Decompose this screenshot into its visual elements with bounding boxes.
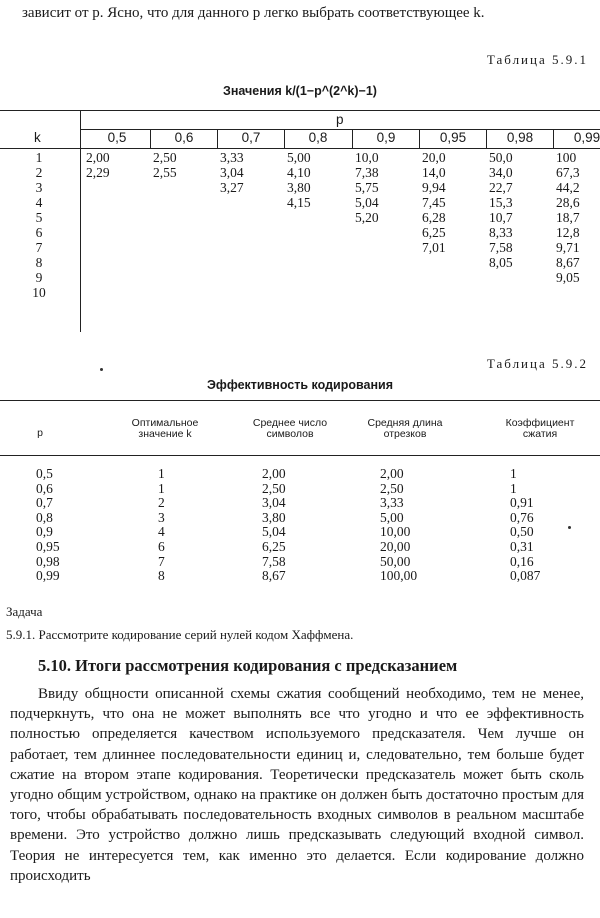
- table1-k-value: 6: [35, 225, 43, 240]
- table1-cell: 22,7: [489, 180, 513, 195]
- table2-cell: 7,58: [262, 553, 286, 569]
- table2-cell: 50,00: [380, 553, 411, 569]
- table2-cell: 6: [158, 539, 165, 554]
- table2-cell: 1: [158, 480, 165, 496]
- table1-cell: 5,04: [355, 195, 379, 210]
- table1-k-value: 2: [35, 165, 43, 180]
- table1-cell: 6,28: [422, 210, 446, 225]
- table2-cell: 0,98: [36, 553, 60, 569]
- table1-p-col-header: 0,98: [506, 130, 534, 145]
- table2-cell: 3: [158, 509, 165, 525]
- table2-col-header: Коэффициент сжатия: [505, 417, 575, 440]
- table1-k-value: 1: [35, 150, 43, 165]
- table2-cell: 1: [510, 480, 517, 496]
- table1-cell: 8,33: [489, 225, 513, 240]
- table2-title: Эффективность кодирования: [206, 378, 393, 392]
- table1-cell: 7,01: [422, 240, 446, 255]
- table1-header-rule: [0, 148, 600, 149]
- table2-cell: 1: [510, 466, 517, 481]
- table2-cell: 2,50: [262, 480, 286, 496]
- table2-cell: 5,00: [380, 509, 404, 525]
- table1-cell: 5,20: [355, 210, 379, 225]
- table1-cell: 28,6: [556, 195, 580, 210]
- table2-cell: 0,6: [36, 480, 53, 496]
- print-speck: [100, 368, 103, 371]
- table1-cell: 2,29: [86, 165, 110, 180]
- table1-k-value: 3: [35, 180, 43, 195]
- table1-caption: Таблица 5.9.1: [486, 52, 588, 67]
- table1-cell: 8,67: [556, 255, 580, 270]
- table2-cell: 3,80: [262, 509, 286, 525]
- table1-cell: 15,3: [489, 195, 513, 210]
- table2: [0, 400, 600, 590]
- table2-cell: 0,31: [510, 539, 534, 554]
- table1-top-rule: [0, 110, 600, 111]
- table1-cell: 5,00: [287, 150, 311, 165]
- table2-cell: 8,67: [262, 568, 286, 584]
- table2-cell: 0,8: [36, 509, 53, 525]
- table2-cell: 2: [158, 495, 165, 511]
- intro-text: зависит от p. Ясно, что для данного p легко выбрать соответствующее k.: [22, 5, 485, 21]
- table1-p-col-header: 0,99: [573, 130, 600, 145]
- table1-cell: 44,2: [556, 180, 580, 195]
- table1-cell: 14,0: [422, 165, 446, 180]
- table2-cell: 0,99: [36, 568, 60, 584]
- table1-cell: 67,3: [556, 165, 580, 180]
- table1-k-value: 8: [35, 255, 43, 270]
- table2-cell: 8: [158, 568, 165, 584]
- table2-cell: 1: [158, 466, 165, 481]
- table1-cell: 3,04: [220, 165, 244, 180]
- task-text: 5.9.1. Рассмотрите кодирование серий нулей кодом Хаффмена.: [6, 627, 354, 642]
- table2-cell: 2,00: [262, 466, 286, 481]
- table1-cell: 2,50: [153, 150, 177, 165]
- table1-k-value: 4: [35, 195, 43, 210]
- table1-k-divider: [80, 110, 81, 332]
- table1-cell: 6,25: [422, 225, 446, 240]
- body-paragraph: Ввиду общности описанной схемы сжатия сообщений необходимо, тем не менее, подчеркнуть, что она не может выполнять все что угодно и что ее эффективность полностью определяется качеством используемого предсказателя. Чем лучше он работает, тем длиннее последовательности единиц и, следовательно, тем больше будет сжатие на втором этапе кодирования. Теоретически предсказатель может быть сколь угодно общим устройством, однако на практике он должен быть достаточно простым для того, чтобы обрабатывать последовательность входных символов в реальном масштабе времени. Это устройство должно лишь предсказывать следующий входной символ. Теория не интересуется тем, как именно это делается. Если кодирование должно происходить: [10, 686, 584, 884]
- table1-cell: 100: [556, 150, 577, 165]
- table2-col-header: Среднее число символов: [252, 417, 328, 440]
- table1-cell: 18,7: [556, 210, 580, 225]
- table2-cell: 10,00: [380, 524, 411, 540]
- table2-top-rule: [0, 400, 600, 401]
- table1-cell: 7,45: [422, 195, 446, 210]
- table1-p-col-header: 0,8: [308, 130, 328, 145]
- table1-cell: 3,80: [287, 180, 311, 195]
- table2-col-header: p: [37, 427, 43, 439]
- table1-k-value: 10: [32, 285, 46, 300]
- table1-cell: 9,05: [556, 270, 580, 285]
- table1-cell: 8,05: [489, 255, 513, 270]
- table2-header-rule: [0, 455, 600, 456]
- table1-col-divider: [217, 129, 218, 148]
- table2-col-header: Средняя длина отрезков: [367, 417, 443, 440]
- table1-col-divider: [352, 129, 353, 148]
- table1-p-col-header: 0,95: [439, 130, 467, 145]
- table1-cell: 34,0: [489, 165, 513, 180]
- table2-cell: 3,33: [380, 495, 404, 511]
- table2-cell: 5,04: [262, 524, 286, 540]
- table2-cell: 100,00: [380, 568, 418, 584]
- table1-k-header: k: [34, 130, 41, 145]
- table1-title: Значения k/(1−p^(2^k)−1): [223, 84, 377, 98]
- table2-caption: Таблица 5.9.2: [486, 356, 588, 371]
- table2-cell: 20,00: [380, 539, 411, 554]
- table1-cell: 2,00: [86, 150, 110, 165]
- table1-cell: 9,94: [422, 180, 446, 195]
- table1-cell: 4,15: [287, 195, 311, 210]
- table2-cell: 4: [158, 524, 165, 540]
- table1-cell: 5,75: [355, 180, 379, 195]
- table1-col-divider: [486, 129, 487, 148]
- table1-col-divider: [150, 129, 151, 148]
- table2-cell: 0,16: [510, 553, 534, 569]
- task-label: Задача: [6, 604, 43, 619]
- table1-cell: 10,7: [489, 210, 513, 225]
- table1-cell: 20,0: [422, 150, 446, 165]
- table1-cell: 3,27: [220, 180, 244, 195]
- table2-cell: 0,087: [510, 568, 541, 584]
- table2-cell: 0,95: [36, 539, 60, 554]
- table1-p-col-header: 0,5: [107, 130, 127, 145]
- table1-cell: 12,8: [556, 225, 580, 240]
- table1-k-value: 5: [35, 210, 43, 225]
- table2-cell: 3,04: [262, 495, 286, 511]
- table1-p-col-header: 0,9: [376, 130, 396, 145]
- table1-cell: 4,10: [287, 165, 311, 180]
- table1-p-col-header: 0,6: [174, 130, 194, 145]
- table1-cell: 7,58: [489, 240, 513, 255]
- table1-cell: 10,0: [355, 150, 379, 165]
- table2-cell: 2,00: [380, 466, 404, 481]
- table1-p-header: p: [336, 112, 344, 127]
- print-speck: [568, 526, 571, 529]
- table2-cell: 0,50: [510, 524, 534, 540]
- table2-cell: 7: [158, 553, 165, 569]
- table2-col-header: Оптимальное значение k: [131, 417, 199, 440]
- table1-cell: 7,38: [355, 165, 379, 180]
- table2-cell: 0,5: [36, 466, 53, 481]
- table1-col-divider: [419, 129, 420, 148]
- table2-cell: 0,91: [510, 495, 534, 511]
- table2-cell: 6,25: [262, 539, 286, 554]
- table1-cell: 3,33: [220, 150, 244, 165]
- table1: [0, 110, 600, 332]
- table2-cell: 0,7: [36, 495, 53, 511]
- table1-cell: 2,55: [153, 165, 177, 180]
- table1-k-values: [24, 150, 54, 300]
- table1-k-value: 9: [35, 270, 43, 285]
- table1-k-value: 7: [35, 240, 43, 255]
- table2-cell: 2,50: [380, 480, 404, 496]
- section-title: 5.10. Итоги рассмотрения кодирования с предсказанием: [38, 656, 458, 675]
- table2-cell: 0,76: [510, 509, 534, 525]
- table1-cell: 50,0: [489, 150, 513, 165]
- table1-col-divider: [553, 129, 554, 148]
- table1-p-col-header: 0,7: [241, 130, 261, 145]
- table1-col-divider: [284, 129, 285, 148]
- table1-cell: 9,71: [556, 240, 580, 255]
- table2-cell: 0,9: [36, 524, 53, 540]
